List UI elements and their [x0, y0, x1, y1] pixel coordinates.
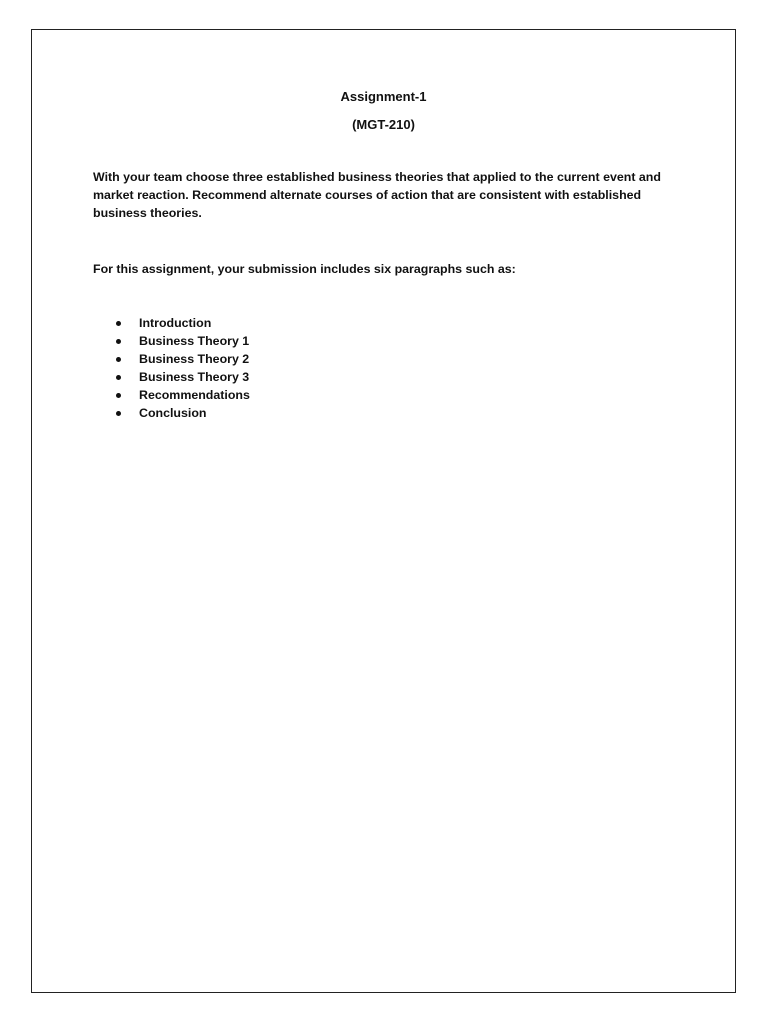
document-title: Assignment-1 [340, 89, 427, 104]
list-item-label: Business Theory 2 [139, 352, 250, 366]
list-item-label: Business Theory 3 [139, 370, 250, 384]
list-item [112, 368, 250, 386]
bullet-icon [116, 375, 121, 380]
list-item-label: Business Theory 1 [139, 334, 250, 348]
bullet-icon [116, 321, 121, 326]
list-item-label: Recommendations [139, 388, 250, 402]
document-page [31, 29, 736, 993]
sections-list [112, 314, 250, 422]
list-item [112, 404, 250, 422]
instructions-paragraph: With your team choose three established business theories that applied to the current event and market reaction. Recommend alternate courses of action that are consistent with established business theories. [93, 170, 661, 220]
list-item [112, 314, 250, 332]
bullet-icon [116, 339, 121, 344]
bullet-icon [116, 357, 121, 362]
list-item-label: Introduction [139, 316, 212, 330]
list-item-label: Conclusion [139, 406, 207, 420]
bullet-icon [116, 393, 121, 398]
submission-note: For this assignment, your submission includes six paragraphs such as: [93, 262, 516, 276]
course-code: (MGT-210) [352, 117, 415, 132]
list-item [112, 350, 250, 368]
bullet-icon [116, 411, 121, 416]
list-item [112, 332, 250, 350]
list-item [112, 386, 250, 404]
